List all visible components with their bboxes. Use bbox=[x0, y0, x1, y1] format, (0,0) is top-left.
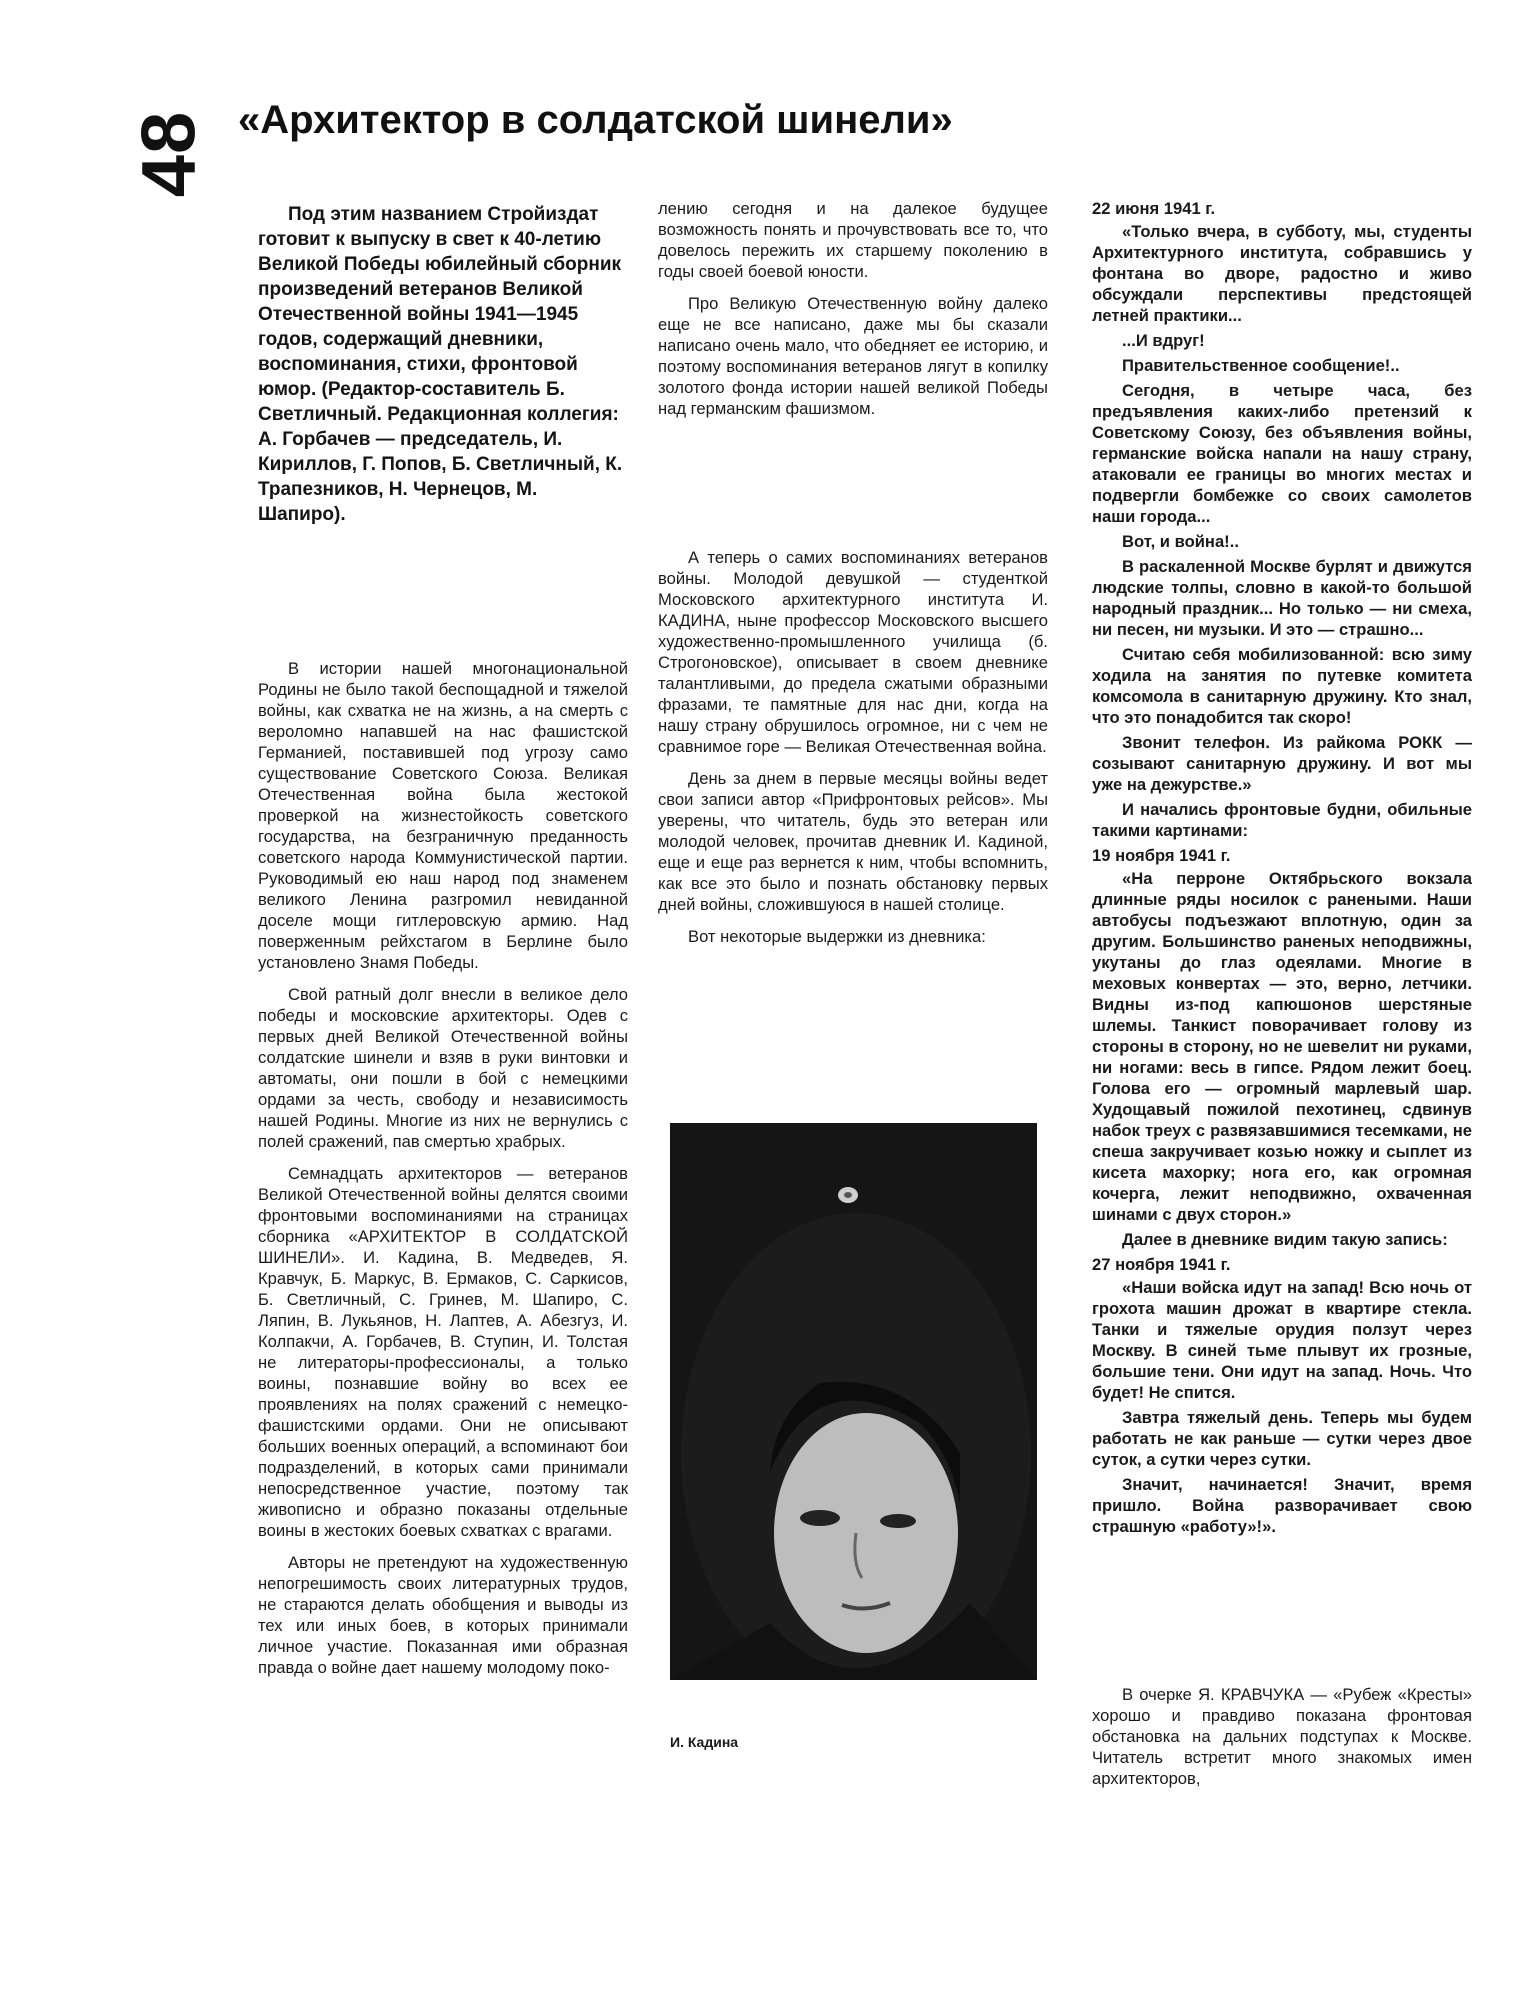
paragraph: Семнадцать архитекторов — ветеранов Великой Отечественной войны делятся своими фронтовыми воспоминаниями на страницах сборника «АРХИТЕКТОР В СОЛДАТСКОЙ ШИНЕЛИ». И. Кадина, В. Медведев, Я. Кравчук, Б. Маркус, В. Ермаков, С. Саркисов, Б. Светличный, С. Гринев, М. Шапиро, С. Ляпин, В. Лукьянов, Н. Лаптев, А. Абезгуз, И. Колпакчи, А. Горбачев, В. Ступин, И. Толстая не литераторы-профессионалы, а только воины, познавшие войну во всех ее проявлениях на полях сражений с немецко-фашистскими ордами. Они не описывают больших военных операций, а вспоминают бои подразделений, в которых сами принимали непосредственное участие, поэтому так живописно и образно показаны отдельные воины в жестоких боевых схватках с врагами. bbox=[258, 1164, 628, 1540]
paragraph: День за днем в первые месяцы войны ведет свои записи автор «Прифронтовых рейсов». Мы уверены, что читатель, будь это ветеран или молодой человек, прочитав дневник И. Кадиной, еще и еще раз вернется к ним, чтобы вспомнить, как все это было и познать обстановку первых дней войны, сложившуюся в нашей столице. bbox=[658, 769, 1048, 914]
column-2-bottom bbox=[658, 547, 1048, 958]
page-number: 48 bbox=[126, 110, 212, 198]
lead-paragraph: Под этим названием Стройиздат готовит к выпуску в свет к 40-летию Великой Победы юбилейный сборник произведений ветеранов Великой Отечественной войны 1941—1945 годов, содержащий дневники, воспоминания, стихи, фронтовой юмор. (Редактор-составитель Б. Светличный. Редакционная коллегия: А. Горбачев — председатель, И. Кириллов, Г. Попов, Б. Светличный, К. Трапезников, Н. Чернецов, М. Шапиро). bbox=[258, 204, 623, 525]
diary-date: 19 ноября 1941 г. bbox=[1092, 846, 1231, 865]
diary-paragraph: Правительственное сообщение!.. bbox=[1122, 356, 1400, 375]
column-1 bbox=[258, 658, 628, 1689]
portrait-photo bbox=[670, 1123, 1037, 1680]
diary-paragraph: Звонит телефон. Из райкома РОКК — созывают санитарную дружину. И вот мы уже на дежурстве.» bbox=[1092, 733, 1472, 794]
column-2-top bbox=[658, 198, 1048, 430]
article-headline: «Архитектор в солдатской шинели» bbox=[238, 98, 953, 142]
column-3-diary bbox=[1092, 198, 1472, 1541]
paragraph: Про Великую Отечественную войну далеко еще не все написано, даже мы бы сказали написано очень мало, что обедняет ее историю, и поэтому воспоминания ветеранов лягут в копилку золотого фонда истории нашей великой Победы над германским фашизмом. bbox=[658, 294, 1048, 418]
diary-paragraph: И начались фронтовые будни, обильные такими картинами: bbox=[1092, 800, 1472, 840]
diary-date: 27 ноября 1941 г. bbox=[1092, 1255, 1231, 1274]
paragraph: лению сегодня и на далекое будущее возможность понять и прочувствовать все то, что довелось пережить их старшему поколению в годы своей боевой юности. bbox=[658, 199, 1048, 281]
diary-paragraph: Далее в дневнике видим такую запись: bbox=[1122, 1230, 1448, 1249]
diary-paragraph: Сегодня, в четыре часа, без предъявления каких-либо претензий к Советскому Союзу, без объявления войны, германские войска напали на нашу страну, атаковали ее границы во многих местах и подвергли бомбежке со своих самолетов наши города... bbox=[1092, 381, 1472, 526]
diary-paragraph: Значит, начинается! Значит, время пришло. Война разворачивает свою страшную «работу»!». bbox=[1092, 1475, 1472, 1536]
diary-paragraph: В раскаленной Москве бурлят и движутся людские толпы, словно в какой-то большой народный праздник... Но только — ни смеха, ни песен, ни музыки. И это — страшно... bbox=[1092, 557, 1472, 639]
paragraph: В очерке Я. КРАВЧУКА — «Рубеж «Кресты» хорошо и правдиво показана фронтовая обстановка на дальних подступах к Москве. Читатель встретит много знакомых имен архитекторов, bbox=[1092, 1685, 1472, 1788]
diary-paragraph: «Только вчера, в субботу, мы, студенты Архитектурного института, собравшись у фонтана во дворе, радостно и живо обсуждали перспективы предстоящей летней практики... bbox=[1092, 222, 1472, 325]
diary-paragraph: Считаю себя мобилизованной: всю зиму ходила на занятия по путевке комитета комсомола в санитарную дружину. Кто знал, что это понадобится так скоро! bbox=[1092, 645, 1472, 727]
column-3-closing bbox=[1092, 1684, 1472, 1789]
portrait-illustration bbox=[670, 1123, 1037, 1680]
diary-paragraph: ...И вдруг! bbox=[1122, 331, 1205, 350]
diary-paragraph: Вот, и война!.. bbox=[1122, 532, 1239, 551]
diary-paragraph: «Наши войска идут на запад! Всю ночь от грохота машин дрожат в квартире стекла. Танки и тяжелые орудия ползут через Москву. В синей тьме плывут их грозные, большие тени. Они идут на запад. Ночь. Что будет! Не спится. bbox=[1092, 1278, 1472, 1402]
paragraph: А теперь о самих воспоминаниях ветеранов войны. Молодой девушкой — студенткой Московского архитектурного института И. КАДИНА, ныне профессор Московского высшего художественно-промышленного училища (б. Строгоновское), описывает в своем дневнике талантливыми, до предела сжатыми образными фразами, те памятные для нас дни, когда на нашу страну обрушилось огромное, ни с чем не сравнимое горе — Великая Отечественная война. bbox=[658, 548, 1048, 756]
diary-paragraph: «На перроне Октябрьского вокзала длинные ряды носилок с ранеными. Наши автобусы подъезжают вплотную, один за другим. Большинство раненых неподвижны, укутаны до глаз одеялами. Многие в меховых конвертах — это, верно, летчики. Видны из-под капюшонов шерстяные шлемы. Танкист поворачивает голову из стороны в сторону, но не шевелит ни руками, ни ногами: весь в гипсе. Рядом лежит боец. Голова его — огромный марлевый шар. Худощавый пожилой пехотинец, сдвинув набок треух с развязавшимися тесемками, не спеша закручивает козью ножку и сыплет из кисета махорку; нога его, как огромная кочерга, лежит неподвижно, охваченная шинами с двух сторон.» bbox=[1092, 869, 1472, 1224]
paragraph: Вот некоторые выдержки из дневника: bbox=[688, 927, 986, 946]
photo-caption: И. Кадина bbox=[670, 1734, 739, 1750]
paragraph: Свой ратный долг внесли в великое дело победы и московские архитекторы. Одев с первых дней Великой Отечественной войны солдатские шинели и взяв в руки винтовки и автоматы, они пошли в бой с немецкими ордами за честь, свободу и независимость нашей Родины. Многие из них не вернулись с полей сражений, пав смертью храбрых. bbox=[258, 985, 628, 1151]
diary-paragraph: Завтра тяжелый день. Теперь мы будем работать не как раньше — сутки через двое суток, а сутки через сутки. bbox=[1092, 1408, 1472, 1469]
paragraph: Авторы не претендуют на художественную непогрешимость своих литературных трудов, не стараются делать обобщения и выводы из тех или иных боев, в которых принимали личное участие. Показанная ими образная правда о войне дает нашему молодому поко- bbox=[258, 1553, 628, 1677]
paragraph: В истории нашей многонациональной Родины не было такой беспощадной и тяжелой войны, как схватка не на жизнь, а на смерть с вероломно напавшей на нас фашистской Германией, поставившей под угрозу само существование Советского Союза. Великая Отечественная война была жестокой проверкой на жизнестойкость советского государства, на безграничную преданность советского народа Коммунистической партии. Руководимый ею наш народ под знаменем великого Ленина разгромил невиданной доселе мощи гитлеровскую армию. Над поверженным рейхстагом в Берлине было установлено Знамя Победы. bbox=[258, 659, 628, 972]
diary-date: 22 июня 1941 г. bbox=[1092, 199, 1216, 218]
